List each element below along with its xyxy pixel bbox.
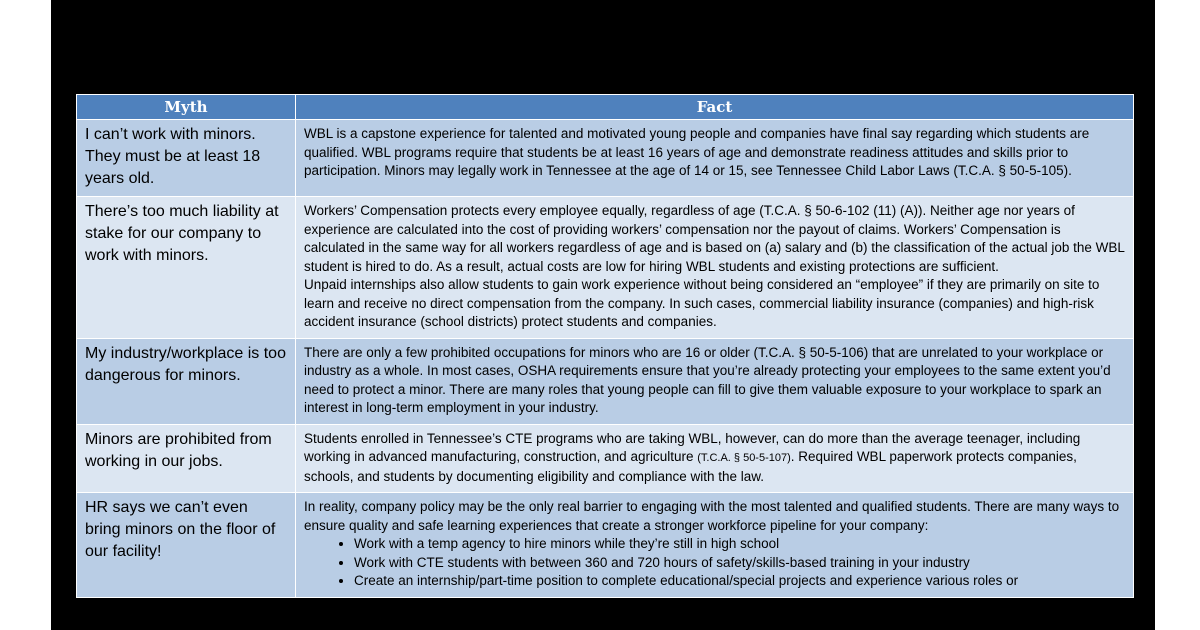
fact-text: Students enrolled in Tennessee’s CTE programs who are taking WBL, however, can do more than the average teenager, including working in advanced manufacturing, construction, and agriculture (304, 430, 1081, 464)
myth-cell: I can’t work with minors. They must be at least 18 years old. (77, 120, 296, 197)
myth-column-header: Myth (77, 95, 296, 120)
table-header-row (77, 95, 1134, 120)
list-item: • Create an internship/part-time position to complete educational/special projects and experience various roles or (354, 572, 1125, 591)
fact-cell (296, 197, 1134, 339)
myth-cell: Minors are prohibited from working in our jobs. (77, 424, 296, 493)
table-row (77, 424, 1134, 493)
myth-fact-table (76, 94, 1134, 598)
fact-citation: (T.C.A. § 50-5-107) (697, 452, 791, 464)
fact-paragraph: In reality, company policy may be the only real barrier to engaging with the most talented and qualified students. There are many ways to ensure quality and safe learning experiences that create a stronger workforce pipeline for your company: (304, 499, 1120, 533)
myth-cell: HR says we can’t even bring minors on the floor of our facility! (77, 493, 296, 598)
table-row (77, 197, 1134, 339)
fact-text: . Required WBL paperwork protects companies, schools, and students by documenting eligibility and compliance with the law. (304, 449, 1077, 484)
table-row (77, 493, 1134, 598)
fact-bullet-list (304, 535, 1125, 591)
fact-column-header: Fact (296, 95, 1134, 120)
table-row (77, 338, 1134, 424)
fact-cell (296, 424, 1134, 493)
fact-cell (296, 493, 1134, 598)
slide (51, 0, 1155, 630)
fact-cell: WBL is a capstone experience for talented and motivated young people and companies have final say regarding which students are qualified. WBL programs require that students be at least 16 years of age and demonstrate readiness attitudes and skills prior to participation. Minors may legally work in Tennessee at the age of 14 or 15, see Tennessee Child Labor Laws (T.C.A. § 50-5-105). (296, 120, 1134, 197)
myth-cell: There’s too much liability at stake for our company to work with minors. (77, 197, 296, 339)
list-item: • Work with CTE students with between 360 and 720 hours of safety/skills-based training in your industry (354, 554, 1125, 573)
table-row (77, 120, 1134, 197)
fact-cell: There are only a few prohibited occupations for minors who are 16 or older (T.C.A. § 50-5-106) that are unrelated to your workplace or industry as a whole. In most cases, OSHA requirements ensure that you’re already protecting your employees to the same extent you’d need to protect a minor. There are many roles that young people can fill to give them valuable exposure to your workplace to spark an interest in long-term employment in your industry. (296, 338, 1134, 424)
myth-cell: My industry/workplace is too dangerous for minors. (77, 338, 296, 424)
list-item: • Work with a temp agency to hire minors while they’re still in high school (354, 535, 1125, 554)
fact-paragraph: Unpaid internships also allow students to gain work experience without being considered an “employee” if they are primarily on site to learn and receive no direct compensation from the company. In such cases, commercial liability insurance (companies) and high-risk accident insurance (school districts) protect students and companies. (304, 277, 1100, 329)
fact-paragraph: Workers’ Compensation protects every employee equally, regardless of age (T.C.A. § 50-6-102 (11) (A)). Neither age nor years of experience are calculated into the cost of providing workers’ compensation nor the payout of claims. Workers’ Compensation is calculated in the same way for all workers regardless of age and is based on (a) salary and (b) the classification of the actual job the WBL student is hired to do. As a result, actual costs are low for hiring WBL students and existing protections are sufficient. (304, 203, 1125, 274)
